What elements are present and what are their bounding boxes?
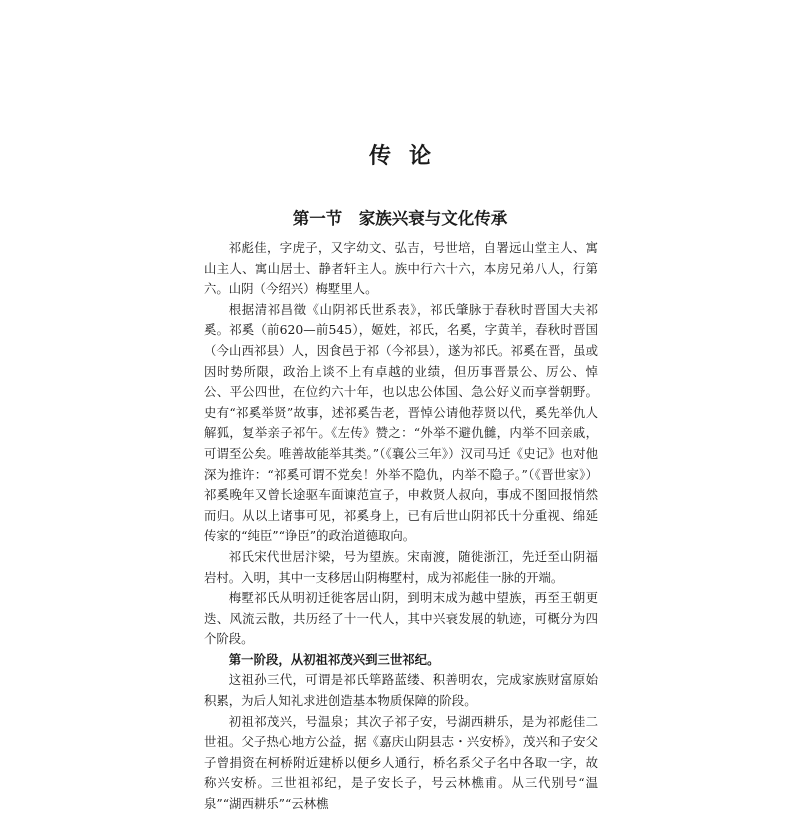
stage-heading: 第一阶段，从初祖祁茂兴到三世祁纪。 (228, 651, 440, 667)
chapter-title: 传论 (368, 143, 449, 169)
paragraph: 根据清祁昌徵《山阴祁氏世系表》，祁氏肇脉于春秋时晋国大夫祁奚。祁奚（前620—前545），姬姓，祁氏，名奚，字黄羊，春秋时晋国（今山西祁县）人，因食邑于祁（今祁县），遂为祁氏。祁奚在晋，虽或因时势所限，政治上谈不上有卓越的业绩，但历事晋景公、厉公、悼公、平公四世，在位约六十年，也以忠公体国、急公好义而享誉朝野。史有“祁奚举贤”故事，述祁奚告老，晋悼公请他荐贤以代，奚先举仇人解狐，复举亲子祁午。《左传》赞之：“外举不避仇雠，内举不回亲戚，可谓至公矣。唯善故能举其类。”（《襄公三年》）汉司马迁《史记》也对他深为推许：“祁奚可谓不党矣！外举不隐仇，内举不隐子。”（《晋世家》）祁奚晚年又曾长途驱车面谏范宣子，申救贤人叔向，事成不图回报悄然而归。从以上诸事可见，祁奚身上，已有后世山阴祁氏十分重视、绵延传家的“纯臣”“诤臣”的政治道德取向。 (204, 301, 598, 544)
paragraph: 祁氏宋代世居汴梁，号为望族。宋南渡，随徙浙江，先迁至山阴福岩村。入明，其中一支移居山阴梅墅村，成为祁彪佳一脉的开端。 (204, 548, 598, 585)
section-title: 第一节 家族兴衰与文化传承 (292, 209, 508, 228)
paragraph: 梅墅祁氏从明初迁徙客居山阴，到明末成为越中望族，再至王朝更迭、风流云散，共历经了十一代人，其中兴衰发展的轨迹，可概分为四个阶段。 (204, 590, 598, 647)
body-text (204, 238, 598, 815)
paragraph: 初祖祁茂兴，号温泉；其次子祁子安，号湖西耕乐，是为祁彪佳二世祖。父子热心地方公益，据《嘉庆山阴县志・兴安桥》，茂兴和子安父子曾捐资在柯桥附近建桥以便乡人通行，桥名系父子名中各取一字，故称兴安桥。三世祖祁纪，是子安长子，号云林樵甫。从三代别号“温泉”“湖西耕乐”“云林樵 (204, 713, 598, 812)
paragraph: 这祖孙三代，可谓是祁氏筚路蓝缕、积善明农，完成家族财富原始积累，为后人知礼求进创造基本物质保障的阶段。 (204, 672, 598, 709)
paragraph: 祁彪佳，字虎子，又字幼文、弘吉，号世培，自署远山堂主人、寓山主人、寓山居士、静者轩主人。族中行六十六，本房兄弟八人，行第六。山阴（今绍兴）梅墅里人。 (204, 240, 598, 297)
